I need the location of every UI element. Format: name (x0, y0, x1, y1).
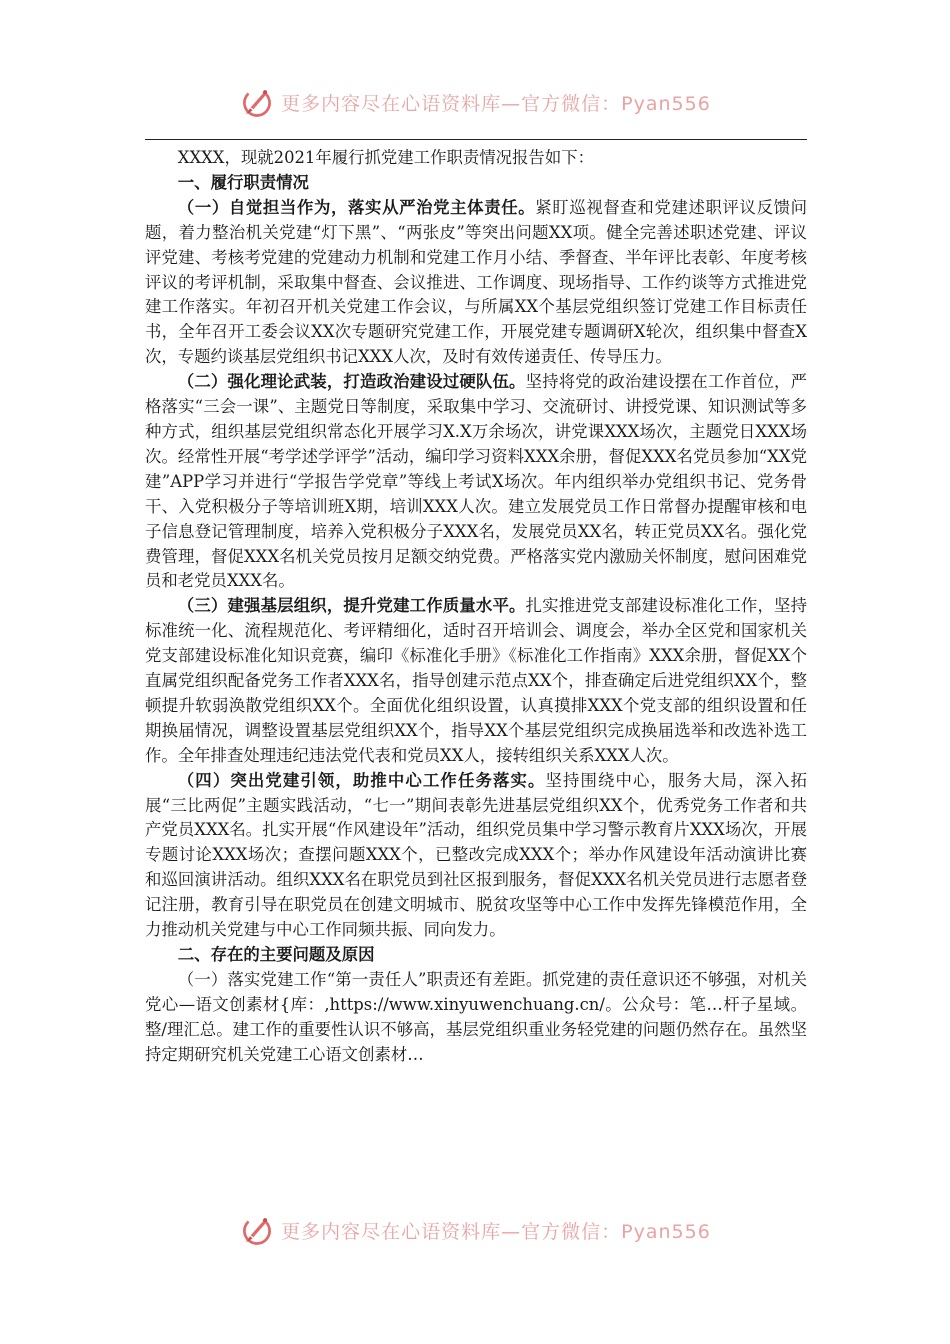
watermark-text-bottom: 更多内容尽在心语资料库—官方微信：Pyan556 (281, 1220, 711, 1243)
paragraph-1-1-body: 紧盯巡视督查和党建述职评议反馈问题，着力整治机关党建“灯下黑”、“两张皮”等突出问题XX项。健全完善述职述党建、评议评党建、考核考党建的党建动力机制和党建工作月小结、季督查、半年评比表彰、年度考核评议的考评机制，采取集中督查、会议推进、工作调度、现场指导、工作约谈等方式推进党建工作落实。年初召开机关党建工作会议，与所属XX个基层党组织签订党建工作目标责任书，全年召开工委会议XX次专题研究党建工作，开展党建专题调研X轮次，组织集中督查X次，专题约谈基层党组织书记XXX人次，及时有效传递责任、传导压力。 (145, 197, 808, 367)
watermark-banner-top (0, 82, 950, 122)
paragraph-1-4-body: 坚持围绕中心，服务大局，深入拓展“三比两促”主题实践活动，“七一”期间表彰先进基层党组织XX个，优秀党务工作者和共产党员XXX名。扎实开展“作风建设年”活动，组织党员集中学习警示教育片XXX场次，开展专题讨论XXX场次；查摆问题XXX个，已整改完成XXX个；举办作风建设年活动演讲比赛和巡回演讲活动。组织XXX名在职党员到社区报到服务，督促XXX名机关党员进行志愿者登记注册，教育引导在职党员在创建文明城市、脱贫攻坚等中心工作中发挥先锋模范作用，全力推动机关党建与中心工作同频共振、同向发力。 (145, 770, 807, 940)
section-heading-2: 二、存在的主要问题及原因 (177, 945, 375, 964)
brush-logo-icon (239, 1212, 275, 1248)
paragraph-1-4-heading: （四）突出党建引领，助推中心工作任务落实。 (177, 770, 546, 790)
paragraph-2-1: （一）落实党建工作“第一责任人”职责还有差距。抓党建的责任意识还不够强，对机关党心—语文创素材{库：,https://www.xinyuwenchuang.cn/。公众号：笔…杆子星域。整/理汇总。建工作的重要性认识不够高，基层党组织重业务轻党建的问题仍然存在。虽然坚持定期研究机关党建工心语文创素材… (145, 969, 807, 1064)
watermark-text-top: 更多内容尽在心语资料库—官方微信：Pyan556 (281, 92, 711, 115)
paragraph-1-2-heading: （二）强化理论武装，打造政治建设过硬队伍。 (177, 372, 526, 392)
brush-logo-icon (239, 84, 275, 120)
section-heading-1: 一、履行职责情况 (177, 172, 309, 192)
paragraph-1-2-body: 坚持将党的政治建设摆在工作首位，严格落实“三会一课”、主题党日等制度，采取集中学习、交流研讨、讲授党课、知识测试等多种方式，组织基层党组织常态化开展学习X.X万余场次，讲党课XXX场次，主题党日XXX场次。经常性开展“考学述学评学”活动，编印学习资料XXX余册，督促XXX名党员参加“XX党建”APP学习并进行“学报告学党章”等线上考试X场次。年内组织举办党组织书记、党务骨干、入党积极分子等培训班X期，培训XXX人次。建立发展党员工作日常督办提醒审核和电子信息登记管理制度，培养入党积极分子XXX名，发展党员XX名，转正党员XX名。强化党费管理，督促XXX名机关党员按月足额交纳党费。严格落实党内激励关怀制度，慰问困难党员和老党员XXX名。 (145, 372, 807, 591)
paragraph-1-4 (145, 769, 807, 943)
header-divider (145, 139, 807, 140)
paragraph-1-2 (145, 370, 807, 594)
paragraph-1-3-heading: （三）建强基层组织，提升党建工作质量水平。 (177, 596, 526, 616)
document-body (145, 146, 807, 1068)
paragraph-1-1-heading: （一）自觉担当作为，落实从严治党主体责任。 (177, 197, 536, 217)
paragraph-1-3 (145, 594, 807, 768)
intro-paragraph: XXXX，现就2021年履行抓党建工作职责情况报告如下： (177, 148, 594, 167)
paragraph-1-3-body: 扎实推进党支部建设标准化工作，坚持标准统一化、流程规范化、考评精细化，适时召开培训会、调度会，举办全区党和国家机关党支部建设标准化知识竞赛，编印《标准化手册》《标准化工作指南》XXX余册，督促XX个直属党组织配备党务工作者XXX名，指导创建示范点XX个，排查确定后进党组织XX个，整顿提升软弱涣散党组织XX个。全面优化组织设置，认真摸排XXX个党支部的组织设置和任期换届情况，调整设置基层党组织XX个，指导XX个基层党组织完成换届选举和改选补选工作。全年排查处理违纪违法党代表和党员XX人，接转组织关系XXX人次。 (145, 596, 807, 765)
paragraph-1-1 (145, 196, 807, 370)
watermark-banner-bottom (0, 1210, 950, 1250)
